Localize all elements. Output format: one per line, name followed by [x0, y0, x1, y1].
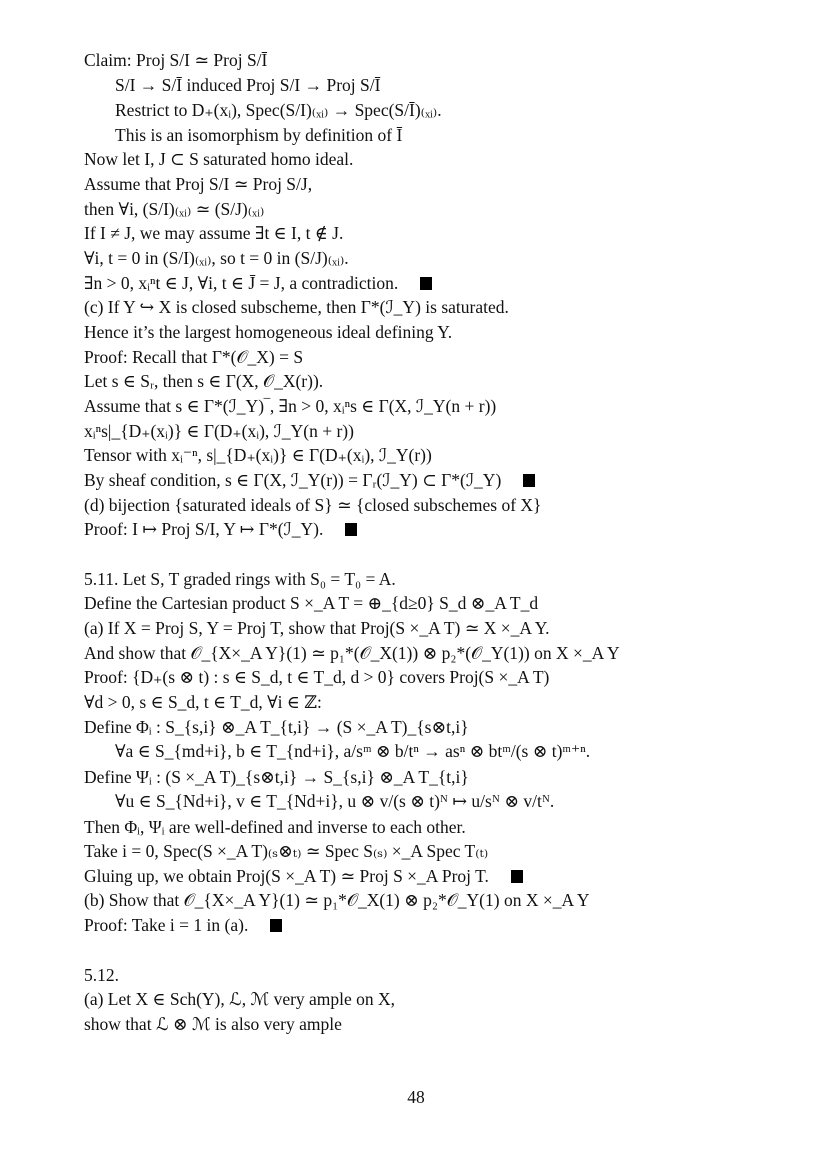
qed-square-icon [511, 870, 523, 883]
line-text: (d) bijection {saturated ideals of S} ≃ {closed subschemes of X} [84, 495, 542, 515]
text-line [84, 840, 488, 862]
text-line [84, 321, 452, 343]
line-text: If I ≠ J, we may assume ∃t ∈ I, t ∉ J. [84, 223, 344, 243]
text-line [84, 716, 469, 738]
line-text: S/I → S/Ī induced Proj S/I → Proj S/Ī [115, 75, 381, 95]
line-text: (c) If Y ↪ X is closed subscheme, then Γ*(ℐ_Y) is saturated. [84, 297, 509, 317]
line-text: ∃n > 0, xᵢⁿt ∈ J, ∀i, t ∈ J̄ = J, a contradiction. [84, 273, 399, 293]
line-text: By sheaf condition, s ∈ Γ(X, ℐ_Y(r)) = Γᵣ(ℐ_Y) ⊂ Γ*(ℐ_Y) [84, 470, 502, 490]
text-line [84, 766, 469, 788]
text-line [84, 518, 357, 540]
line-text: ∀u ∈ S_{Nd+i}, v ∈ T_{Nd+i}, u ⊗ v/(s ⊗ t)ᴺ ↦ u/sᴺ ⊗ v/tᴺ. [115, 791, 555, 811]
line-text: 5.12. [84, 965, 119, 985]
text-line [115, 74, 380, 96]
line-text: ∀i, t = 0 in (S/I)₍ₓᵢ₎, so t = 0 in (S/J)₍ₓᵢ₎. [84, 248, 349, 268]
line-text: Proof: Take i = 1 in (a). [84, 915, 249, 935]
text-line [84, 865, 523, 887]
text-line [84, 49, 267, 71]
line-text: This is an isomorphism by definition of Ī [115, 125, 403, 145]
text-line [84, 642, 620, 664]
line-text: (a) Let X ∈ Sch(Y), ℒ, ℳ very ample on X, [84, 989, 396, 1009]
text-line [84, 395, 496, 417]
text-line [84, 691, 322, 713]
text-line [84, 420, 354, 442]
qed-square-icon [523, 474, 535, 487]
text-line [84, 592, 538, 614]
line-text: Define Ψᵢ : (S ×_A T)_{s⊗t,i} → S_{s,i} ⊗_A T_{t,i} [84, 767, 469, 787]
text-line [84, 247, 349, 269]
text-line [84, 568, 396, 590]
text-line [84, 617, 550, 639]
line-text: ∀a ∈ S_{md+i}, b ∈ T_{nd+i}, a/sᵐ ⊗ b/tⁿ → asⁿ ⊗ btᵐ/(s ⊗ t)ᵐ⁺ⁿ. [115, 741, 591, 761]
line-text: (a) If X = Proj S, Y = Proj T, show that Proj(S ×_A T) ≃ X ×_A Y. [84, 618, 550, 638]
text-line [84, 444, 432, 466]
text-line [84, 272, 432, 294]
text-line [84, 222, 343, 244]
line-text: Take i = 0, Spec(S ×_A T)₍ₛ⊗ₜ₎ ≃ Spec S₍ₛ₎ ×_A Spec T₍ₜ₎ [84, 841, 489, 861]
text-line [84, 988, 395, 1010]
line-text: Proof: Recall that Γ*(𝒪_X) = S [84, 347, 304, 367]
text-line [84, 370, 323, 392]
line-text: 5.11. Let S, T graded rings with S₀ = T₀ = A. [84, 569, 396, 589]
text-line [84, 148, 353, 170]
text-line [84, 666, 549, 688]
qed-square-icon [345, 523, 357, 536]
line-text: Assume that Proj S/I ≃ Proj S/J, [84, 174, 313, 194]
line-text: Proof: {D₊(s ⊗ t) : s ∈ S_d, t ∈ T_d, d > 0} covers Proj(S ×_A T) [84, 667, 550, 687]
text-line [84, 889, 590, 911]
text-line [84, 198, 264, 220]
line-text: Hence it’s the largest homogeneous ideal defining Y. [84, 322, 453, 342]
line-text: (b) Show that 𝒪_{X×_A Y}(1) ≃ p₁*𝒪_X(1) ⊗ p₂*𝒪_Y(1) on X ×_A Y [84, 890, 590, 910]
line-text: Restrict to D₊(xᵢ), Spec(S/I)₍ₓᵢ₎ → Spec(S/Ī)₍ₓᵢ₎. [115, 100, 442, 120]
text-line [115, 790, 554, 812]
line-text: Then Φᵢ, Ψᵢ are well-defined and inverse to each other. [84, 817, 466, 837]
page-number: 48 [407, 1087, 425, 1107]
text-line [115, 99, 442, 121]
line-text: Now let I, J ⊂ S saturated homo ideal. [84, 149, 354, 169]
line-text: xᵢⁿs|_{D₊(xᵢ)} ∈ Γ(D₊(xᵢ), ℐ_Y(n + r)) [84, 421, 354, 441]
line-text: Claim: Proj S/I ≃ Proj S/Ī [84, 50, 268, 70]
line-text: Let s ∈ Sᵣ, then s ∈ Γ(X, 𝒪_X(r)). [84, 371, 324, 391]
text-line [84, 469, 535, 491]
line-text: Proof: I ↦ Proj S/I, Y ↦ Γ*(ℐ_Y). [84, 519, 324, 539]
text-line [84, 816, 466, 838]
text-line [84, 346, 303, 368]
text-line [84, 494, 541, 516]
text-line [84, 914, 282, 936]
line-text: show that ℒ ⊗ ℳ is also very ample [84, 1014, 342, 1034]
line-text: then ∀i, (S/I)₍ₓᵢ₎ ≃ (S/J)₍ₓᵢ₎ [84, 199, 265, 219]
line-text: ∀d > 0, s ∈ S_d, t ∈ T_d, ∀i ∈ ℤ: [84, 692, 322, 712]
text-line [84, 964, 119, 986]
text-line [84, 1013, 342, 1035]
text-line [115, 124, 402, 146]
text-line [84, 296, 509, 318]
qed-square-icon [420, 277, 432, 290]
line-text: Assume that s ∈ Γ*(ℐ_Y)‾, ∃n > 0, xᵢⁿs ∈ Γ(X, ℐ_Y(n + r)) [84, 396, 497, 416]
text-line [84, 173, 312, 195]
line-text: Define Φᵢ : S_{s,i} ⊗_A T_{t,i} → (S ×_A T)_{s⊗t,i} [84, 717, 469, 737]
line-text: And show that 𝒪_{X×_A Y}(1) ≃ p₁*(𝒪_X(1)) ⊗ p₂*(𝒪_Y(1)) on X ×_A Y [84, 643, 620, 663]
line-text: Tensor with xᵢ⁻ⁿ, s|_{D₊(xᵢ)} ∈ Γ(D₊(xᵢ), ℐ_Y(r)) [84, 445, 432, 465]
line-text: Gluing up, we obtain Proj(S ×_A T) ≃ Proj S ×_A Proj T. [84, 866, 489, 886]
text-line [115, 740, 590, 762]
line-text: Define the Cartesian product S ×_A T = ⊕_{d≥0} S_d ⊗_A T_d [84, 593, 539, 613]
qed-square-icon [270, 919, 282, 932]
